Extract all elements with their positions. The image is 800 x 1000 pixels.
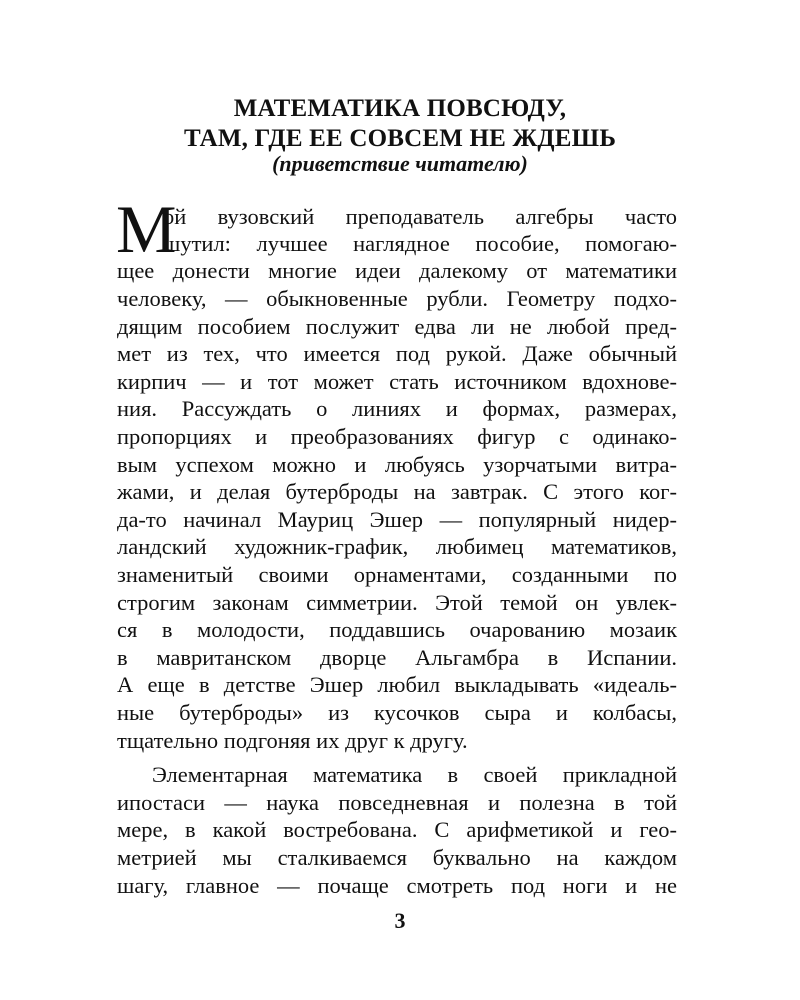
text-line: ой вузовский преподаватель алгебры часто [163, 204, 677, 229]
text-line: жами, и делая бутерброды на завтрак. С этого ког- [117, 479, 677, 504]
text-line: вым успехом можно и любуясь узорчатыми витра- [117, 452, 677, 477]
text-line: А еще в детстве Эшер любил выкладывать «идеаль- [117, 672, 677, 697]
text-line: мере, в какой востребована. С арифметикой и гео- [117, 817, 677, 842]
text-line: ные бутерброды» из кусочков сыра и колбасы, [117, 700, 677, 725]
text-line: ния. Рассуждать о линиях и формах, размерах, [117, 396, 677, 421]
text-line: шагу, главное — почаще смотреть под ноги и не [117, 873, 677, 898]
text-line: ся в молодости, поддавшись очарованию мозаик [117, 617, 677, 642]
text-line: пропорциях и преобразованиях фигур с одинако- [117, 424, 677, 449]
text-line: щее донести многие идеи далекому от математики [117, 258, 677, 283]
chapter-subtitle: (приветствие читателю) [272, 151, 528, 176]
text-line: знаменитый своими орнаментами, созданными по [117, 562, 677, 587]
chapter-title-line-2: ТАМ, ГДЕ ЕЕ СОВСЕМ НЕ ЖДЕШЬ [183, 125, 617, 152]
text-line: ландский художник-график, любимец математиков, [117, 534, 677, 559]
text-line: кирпич — и тот может стать источником вдохнове- [117, 369, 677, 394]
text-line: дящим пособием послужит едва ли не любой пред- [117, 314, 677, 339]
text-line: метрией мы сталкиваемся буквально на каждом [117, 845, 677, 870]
text-line: ипостаси — наука повседневная и полезна в той [117, 790, 677, 815]
page-number: 3 [394, 908, 406, 933]
text-line: Элементарная математика в своей прикладной [152, 762, 677, 787]
text-line: строгим законам симметрии. Этой темой он увлек- [117, 590, 677, 615]
text-line: человеку, — обыкновенные рубли. Геометру подхо- [117, 286, 677, 311]
text-line: тщательно подгоняя их друг к другу. [117, 728, 468, 753]
drop-cap: М [116, 191, 177, 267]
text-line: шутил: лучшее наглядное пособие, помогаю- [163, 231, 677, 256]
text-line: в мавританском дворце Альгамбра в Испании. [117, 645, 677, 670]
chapter-title-line-1: МАТЕМАТИКА ПОВСЮДУ, [233, 95, 567, 122]
text-line: да-то начинал Мауриц Эшер — популярный нидер- [117, 507, 677, 532]
text-line: мет из тех, что имеется под рукой. Даже обычный [117, 341, 677, 366]
